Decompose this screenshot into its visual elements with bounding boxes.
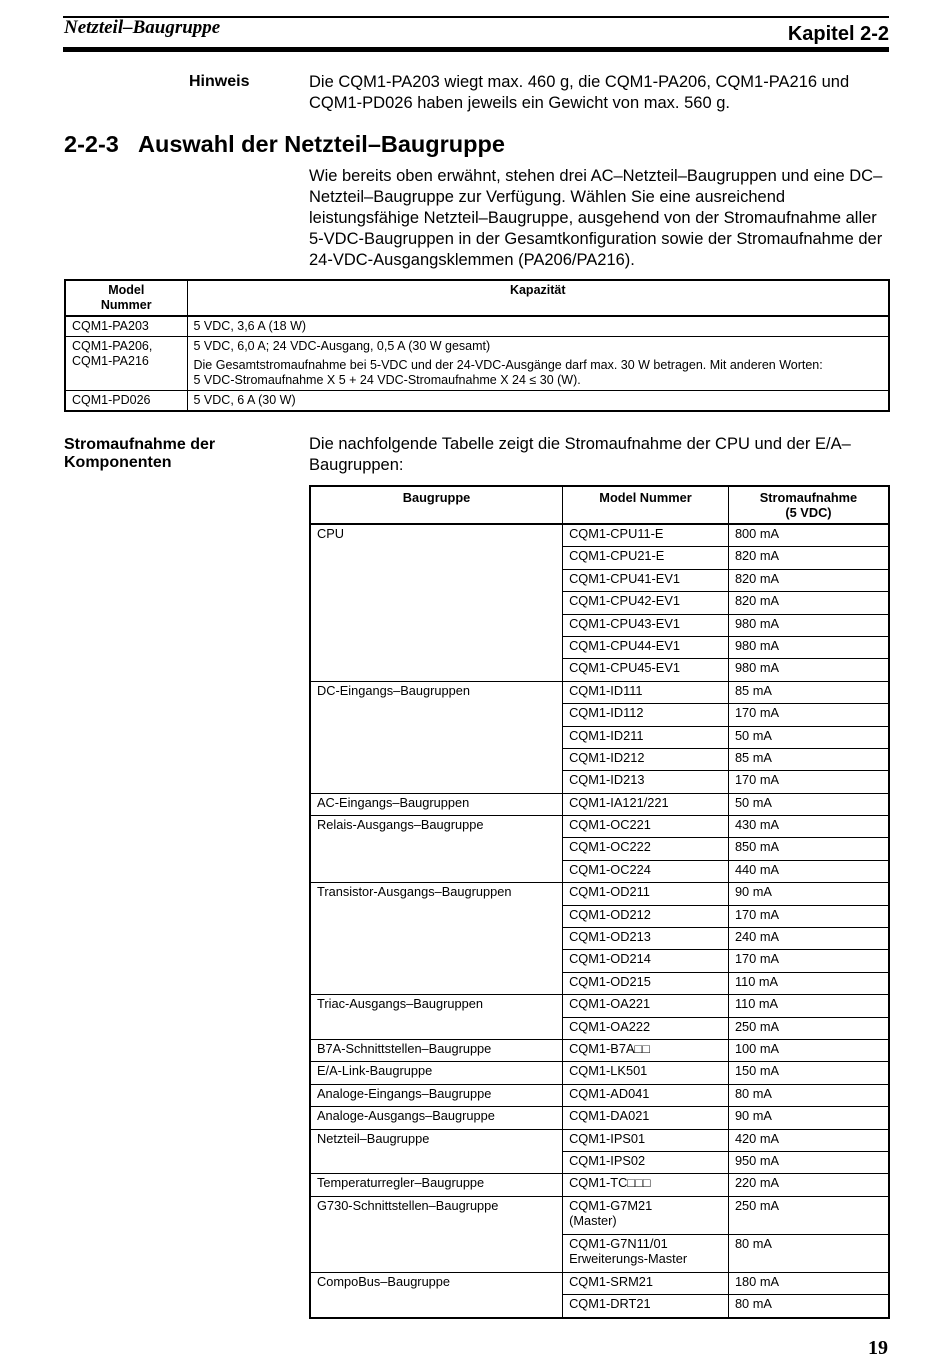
current-model-cell: CQM1-ID112 xyxy=(563,704,729,726)
capacity-value: 5 VDC, 6,0 A; 24 VDC-Ausgang, 0,5 A (30 W gesamt) xyxy=(193,339,491,353)
current-value-cell: 240 mA xyxy=(728,928,889,950)
current-value-cell: 820 mA xyxy=(728,592,889,614)
current-value-cell: 440 mA xyxy=(728,860,889,882)
current-row xyxy=(310,816,889,838)
current-header-current: Stromaufnahme (5 VDC) xyxy=(728,486,889,524)
current-row xyxy=(310,592,889,614)
current-row xyxy=(310,928,889,950)
current-value-cell: 800 mA xyxy=(728,524,889,547)
current-value-cell: 950 mA xyxy=(728,1151,889,1173)
current-model-cell: CQM1-OC224 xyxy=(563,860,729,882)
intro-paragraph: Wie bereits oben erwähnt, stehen drei AC–Netzteil–Baugruppen und eine DC–Netzteil–Baugruppe zur Verfügung. Wählen Sie eine ausreichend leistungsfähige Netzteil–Baugruppe, ausgehend von der Stromaufnahme aller 5-VDC-Baugruppen in der Gesamtkonfiguration sowie der Stromaufnahme der 24-VDC-Ausgangsklemmen (PA206/PA216). xyxy=(309,167,883,269)
current-value-cell: 250 mA xyxy=(728,1017,889,1039)
current-row xyxy=(310,793,889,815)
current-row xyxy=(310,659,889,681)
current-unit-cell xyxy=(310,950,563,972)
section-title: Auswahl der Netzteil–Baugruppe xyxy=(138,131,505,157)
current-row xyxy=(310,569,889,591)
header-title: Netzteil–Baugruppe xyxy=(64,17,221,38)
current-unit-cell xyxy=(310,972,563,994)
current-model-cell: CQM1-DA021 xyxy=(563,1107,729,1129)
current-value-cell: 980 mA xyxy=(728,636,889,658)
capacity-row xyxy=(65,337,889,391)
note-label: Hinweis xyxy=(189,73,250,90)
current-unit-cell xyxy=(310,1017,563,1039)
current-unit-cell: B7A-Schnittstellen–Baugruppe xyxy=(310,1039,563,1061)
current-model-cell: CQM1-CPU45-EV1 xyxy=(563,659,729,681)
capacity-value-cell xyxy=(187,337,889,391)
current-intro: Die nachfolgende Tabelle zeigt die Stromaufnahme der CPU und der E/A–Baugruppen: xyxy=(309,435,851,474)
current-model-cell: CQM1-OC221 xyxy=(563,816,729,838)
current-row xyxy=(310,1295,889,1318)
capacity-note: Die Gesamtstromaufnahme bei 5-VDC und der 24-VDC-Ausgänge darf max. 30 W betragen. Mit anderen Worten: 5 VDC-Stromaufnahme X 5 + 24 VDC-Stromaufnahme X 24 ≤ 30 (W). xyxy=(193,358,823,387)
current-row xyxy=(310,1272,889,1294)
current-value-cell: 420 mA xyxy=(728,1129,889,1151)
capacity-header-capacity: Kapazität xyxy=(187,280,889,316)
current-row xyxy=(310,972,889,994)
current-value-cell: 80 mA xyxy=(728,1234,889,1272)
current-row xyxy=(310,524,889,547)
current-table xyxy=(309,485,890,1319)
current-unit-cell: Analoge-Ausgangs–Baugruppe xyxy=(310,1107,563,1129)
current-model-cell: CQM1-CPU43-EV1 xyxy=(563,614,729,636)
current-value-cell: 110 mA xyxy=(728,972,889,994)
current-model-cell: CQM1-SRM21 xyxy=(563,1272,729,1294)
current-unit-cell xyxy=(310,704,563,726)
current-row xyxy=(310,995,889,1017)
current-row xyxy=(310,1196,889,1234)
current-model-cell: CQM1-OD211 xyxy=(563,883,729,905)
current-value-cell: 50 mA xyxy=(728,793,889,815)
current-unit-cell: CPU xyxy=(310,524,563,547)
current-row xyxy=(310,704,889,726)
current-unit-cell xyxy=(310,592,563,614)
current-unit-cell: Temperaturregler–Baugruppe xyxy=(310,1174,563,1196)
capacity-model-cell: CQM1-PD026 xyxy=(65,391,187,412)
current-unit-cell xyxy=(310,771,563,793)
current-row xyxy=(310,771,889,793)
current-unit-cell: AC-Eingangs–Baugruppen xyxy=(310,793,563,815)
current-row xyxy=(310,1174,889,1196)
current-value-cell: 90 mA xyxy=(728,883,889,905)
current-model-cell: CQM1-CPU44-EV1 xyxy=(563,636,729,658)
capacity-model-cell: CQM1-PA203 xyxy=(65,316,187,337)
current-unit-cell xyxy=(310,1295,563,1318)
current-unit-cell xyxy=(310,1151,563,1173)
current-row xyxy=(310,838,889,860)
current-value-cell: 90 mA xyxy=(728,1107,889,1129)
current-model-cell: CQM1-CPU11-E xyxy=(563,524,729,547)
current-section-label: Stromaufnahme der Komponenten xyxy=(64,436,216,471)
current-model-cell: CQM1-OD212 xyxy=(563,905,729,927)
current-header-unit: Baugruppe xyxy=(310,486,563,524)
header-chapter: Kapitel 2-2 xyxy=(787,23,889,45)
current-model-cell: CQM1-OA222 xyxy=(563,1017,729,1039)
current-row xyxy=(310,1107,889,1129)
current-model-cell: CQM1-OC222 xyxy=(563,838,729,860)
current-model-cell: CQM1-B7A□□ xyxy=(563,1039,729,1061)
current-unit-cell: CompoBus–Baugruppe xyxy=(310,1272,563,1294)
current-row xyxy=(310,681,889,703)
current-header-model: Model Nummer xyxy=(563,486,729,524)
current-row xyxy=(310,1129,889,1151)
current-value-cell: 170 mA xyxy=(728,771,889,793)
current-value-cell: 220 mA xyxy=(728,1174,889,1196)
current-model-cell: CQM1-OD213 xyxy=(563,928,729,950)
current-unit-cell xyxy=(310,860,563,882)
current-row xyxy=(310,748,889,770)
current-value-cell: 250 mA xyxy=(728,1196,889,1234)
current-value-cell: 820 mA xyxy=(728,547,889,569)
current-unit-cell xyxy=(310,614,563,636)
capacity-value-cell xyxy=(187,391,889,412)
current-value-cell: 110 mA xyxy=(728,995,889,1017)
current-row xyxy=(310,905,889,927)
capacity-table xyxy=(64,279,890,412)
current-row xyxy=(310,1234,889,1272)
current-value-cell: 980 mA xyxy=(728,659,889,681)
current-row xyxy=(310,636,889,658)
current-model-cell: CQM1-G7N11/01 Erweiterungs-Master xyxy=(563,1234,729,1272)
current-row xyxy=(310,547,889,569)
current-value-cell: 85 mA xyxy=(728,748,889,770)
current-model-cell: CQM1-LK501 xyxy=(563,1062,729,1084)
current-unit-cell xyxy=(310,569,563,591)
current-model-cell: CQM1-G7M21 (Master) xyxy=(563,1196,729,1234)
current-row xyxy=(310,726,889,748)
current-value-cell: 170 mA xyxy=(728,905,889,927)
current-value-cell: 85 mA xyxy=(728,681,889,703)
current-unit-cell xyxy=(310,1234,563,1272)
current-value-cell: 180 mA xyxy=(728,1272,889,1294)
current-unit-cell xyxy=(310,659,563,681)
current-value-cell: 100 mA xyxy=(728,1039,889,1061)
current-unit-cell xyxy=(310,928,563,950)
page-number: 19 xyxy=(868,1337,888,1359)
current-value-cell: 430 mA xyxy=(728,816,889,838)
current-row xyxy=(310,950,889,972)
current-value-cell: 80 mA xyxy=(728,1295,889,1318)
current-model-cell: CQM1-CPU21-E xyxy=(563,547,729,569)
current-row xyxy=(310,883,889,905)
current-model-cell: CQM1-DRT21 xyxy=(563,1295,729,1318)
current-model-cell: CQM1-OA221 xyxy=(563,995,729,1017)
current-unit-cell: DC-Eingangs–Baugruppen xyxy=(310,681,563,703)
current-value-cell: 850 mA xyxy=(728,838,889,860)
current-model-cell: CQM1-ID111 xyxy=(563,681,729,703)
current-value-cell: 820 mA xyxy=(728,569,889,591)
current-row xyxy=(310,1151,889,1173)
capacity-value-cell xyxy=(187,316,889,337)
note-text: Die CQM1-PA203 wiegt max. 460 g, die CQM1-PA206, CQM1-PA216 und CQM1-PD026 haben jeweils ein Gewicht von max. 560 g. xyxy=(309,73,850,112)
current-unit-cell xyxy=(310,726,563,748)
current-model-cell: CQM1-ID212 xyxy=(563,748,729,770)
current-unit-cell xyxy=(310,547,563,569)
current-row xyxy=(310,1017,889,1039)
current-unit-cell xyxy=(310,636,563,658)
capacity-model-cell: CQM1-PA206, CQM1-PA216 xyxy=(65,337,187,391)
section-number: 2-2-3 xyxy=(64,131,119,157)
current-value-cell: 980 mA xyxy=(728,614,889,636)
current-model-cell: CQM1-OD214 xyxy=(563,950,729,972)
current-unit-cell xyxy=(310,838,563,860)
current-model-cell: CQM1-ID213 xyxy=(563,771,729,793)
page-header xyxy=(63,14,889,50)
section-heading xyxy=(64,131,505,158)
current-unit-cell: Analoge-Eingangs–Baugruppe xyxy=(310,1084,563,1106)
current-unit-cell: E/A-Link-Baugruppe xyxy=(310,1062,563,1084)
capacity-header-model: Model Nummer xyxy=(65,280,187,316)
capacity-row xyxy=(65,391,889,412)
current-unit-cell: G730-Schnittstellen–Baugruppe xyxy=(310,1196,563,1234)
capacity-value: 5 VDC, 6 A (30 W) xyxy=(193,393,296,407)
current-model-cell: CQM1-IPS02 xyxy=(563,1151,729,1173)
current-model-cell: CQM1-CPU41-EV1 xyxy=(563,569,729,591)
current-row xyxy=(310,1062,889,1084)
header-rule-bottom xyxy=(63,47,889,52)
capacity-value: 5 VDC, 3,6 A (18 W) xyxy=(193,319,307,333)
current-model-cell: CQM1-CPU42-EV1 xyxy=(563,592,729,614)
current-value-cell: 170 mA xyxy=(728,950,889,972)
current-model-cell: CQM1-OD215 xyxy=(563,972,729,994)
current-value-cell: 150 mA xyxy=(728,1062,889,1084)
current-unit-cell: Netzteil–Baugruppe xyxy=(310,1129,563,1151)
current-unit-cell xyxy=(310,905,563,927)
current-model-cell: CQM1-IA121/221 xyxy=(563,793,729,815)
current-value-cell: 50 mA xyxy=(728,726,889,748)
current-unit-cell: Triac-Ausgangs–Baugruppen xyxy=(310,995,563,1017)
current-model-cell: CQM1-TC□□□ xyxy=(563,1174,729,1196)
current-unit-cell: Relais-Ausgangs–Baugruppe xyxy=(310,816,563,838)
current-row xyxy=(310,1084,889,1106)
current-model-cell: CQM1-IPS01 xyxy=(563,1129,729,1151)
current-unit-cell xyxy=(310,748,563,770)
capacity-row xyxy=(65,316,889,337)
current-unit-cell: Transistor-Ausgangs–Baugruppen xyxy=(310,883,563,905)
current-row xyxy=(310,860,889,882)
current-row xyxy=(310,1039,889,1061)
current-model-cell: CQM1-ID211 xyxy=(563,726,729,748)
current-value-cell: 170 mA xyxy=(728,704,889,726)
current-row xyxy=(310,614,889,636)
current-model-cell: CQM1-AD041 xyxy=(563,1084,729,1106)
current-value-cell: 80 mA xyxy=(728,1084,889,1106)
